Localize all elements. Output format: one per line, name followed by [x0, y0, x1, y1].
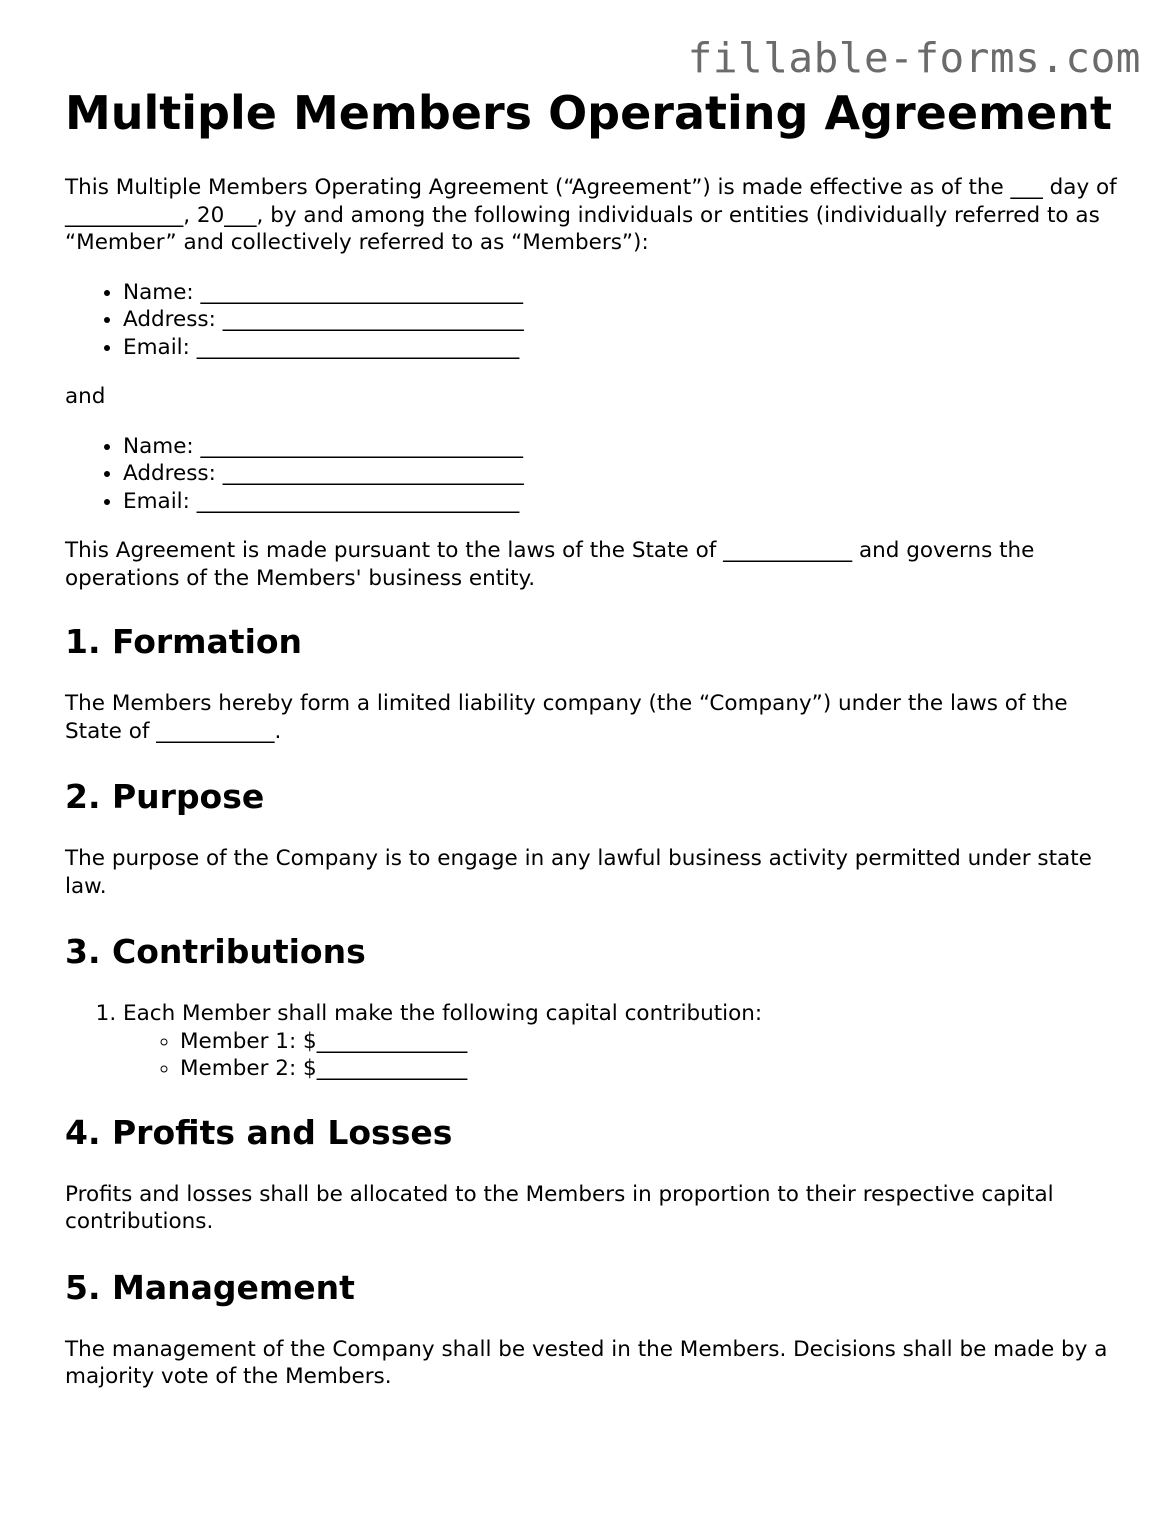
- contributions-sublist: [123, 1028, 1120, 1083]
- member-2-contribution-field[interactable]: ◦ Member 2: $______________: [180, 1055, 1120, 1083]
- section-formation-text: The Members hereby form a limited liability company (the “Company”) under the laws of the State of ___________.: [65, 691, 1068, 744]
- watermark: fillable-forms.com: [687, 34, 1141, 82]
- section-formation-heading: 1. Formation: [65, 622, 303, 661]
- governing-law-paragraph: This Agreement is made pursuant to the laws of the State of ____________ and governs the operations of the Members' business entity.: [65, 538, 1035, 591]
- document-title: Multiple Members Operating Agreement: [65, 86, 1112, 140]
- section-profits-heading: 4. Profits and Losses: [65, 1112, 453, 1152]
- contributions-list: [65, 1000, 1120, 1083]
- document-body: [65, 86, 1120, 1423]
- member-2-name-field[interactable]: • Name: ______________________________: [123, 433, 1120, 461]
- member-1-email-field[interactable]: • Email: ______________________________: [123, 334, 1120, 362]
- section-profits-text: Profits and losses shall be allocated to the Members in proportion to their respective capital contributions.: [65, 1181, 1054, 1234]
- section-management-heading: 5. Management: [65, 1267, 355, 1307]
- member-1-contribution-field[interactable]: ◦ Member 1: $______________: [180, 1028, 1120, 1056]
- section-purpose-text: The purpose of the Company is to engage in any lawful business activity permitted under state law.: [65, 846, 1092, 899]
- member-2-address-field[interactable]: • Address: ____________________________: [123, 460, 1120, 488]
- contributions-item: [123, 1000, 1120, 1083]
- and-text: and: [65, 384, 106, 409]
- section-management-text: The management of the Company shall be vested in the Members. Decisions shall be made by a majority vote of the Members.: [65, 1336, 1108, 1389]
- member-1-fields: [65, 279, 1120, 362]
- member-1-address-field[interactable]: • Address: ____________________________: [123, 306, 1120, 334]
- member-2-email-field[interactable]: • Email: ______________________________: [123, 488, 1120, 516]
- member-1-name-field[interactable]: • Name: ______________________________: [123, 279, 1120, 307]
- section-purpose-heading: 2. Purpose: [65, 777, 265, 816]
- section-contributions-heading: 3. Contributions: [65, 932, 366, 971]
- intro-paragraph: This Multiple Members Operating Agreement (“Agreement”) is made effective as of the ___ day of ___________, 20___, by and among the following individuals or entities (individually referred to as “Member” and collectively referred to as “Members”):: [65, 175, 1117, 255]
- contributions-item-text: Each Member shall make the following capital contribution:: [123, 1001, 763, 1026]
- member-2-fields: [65, 433, 1120, 516]
